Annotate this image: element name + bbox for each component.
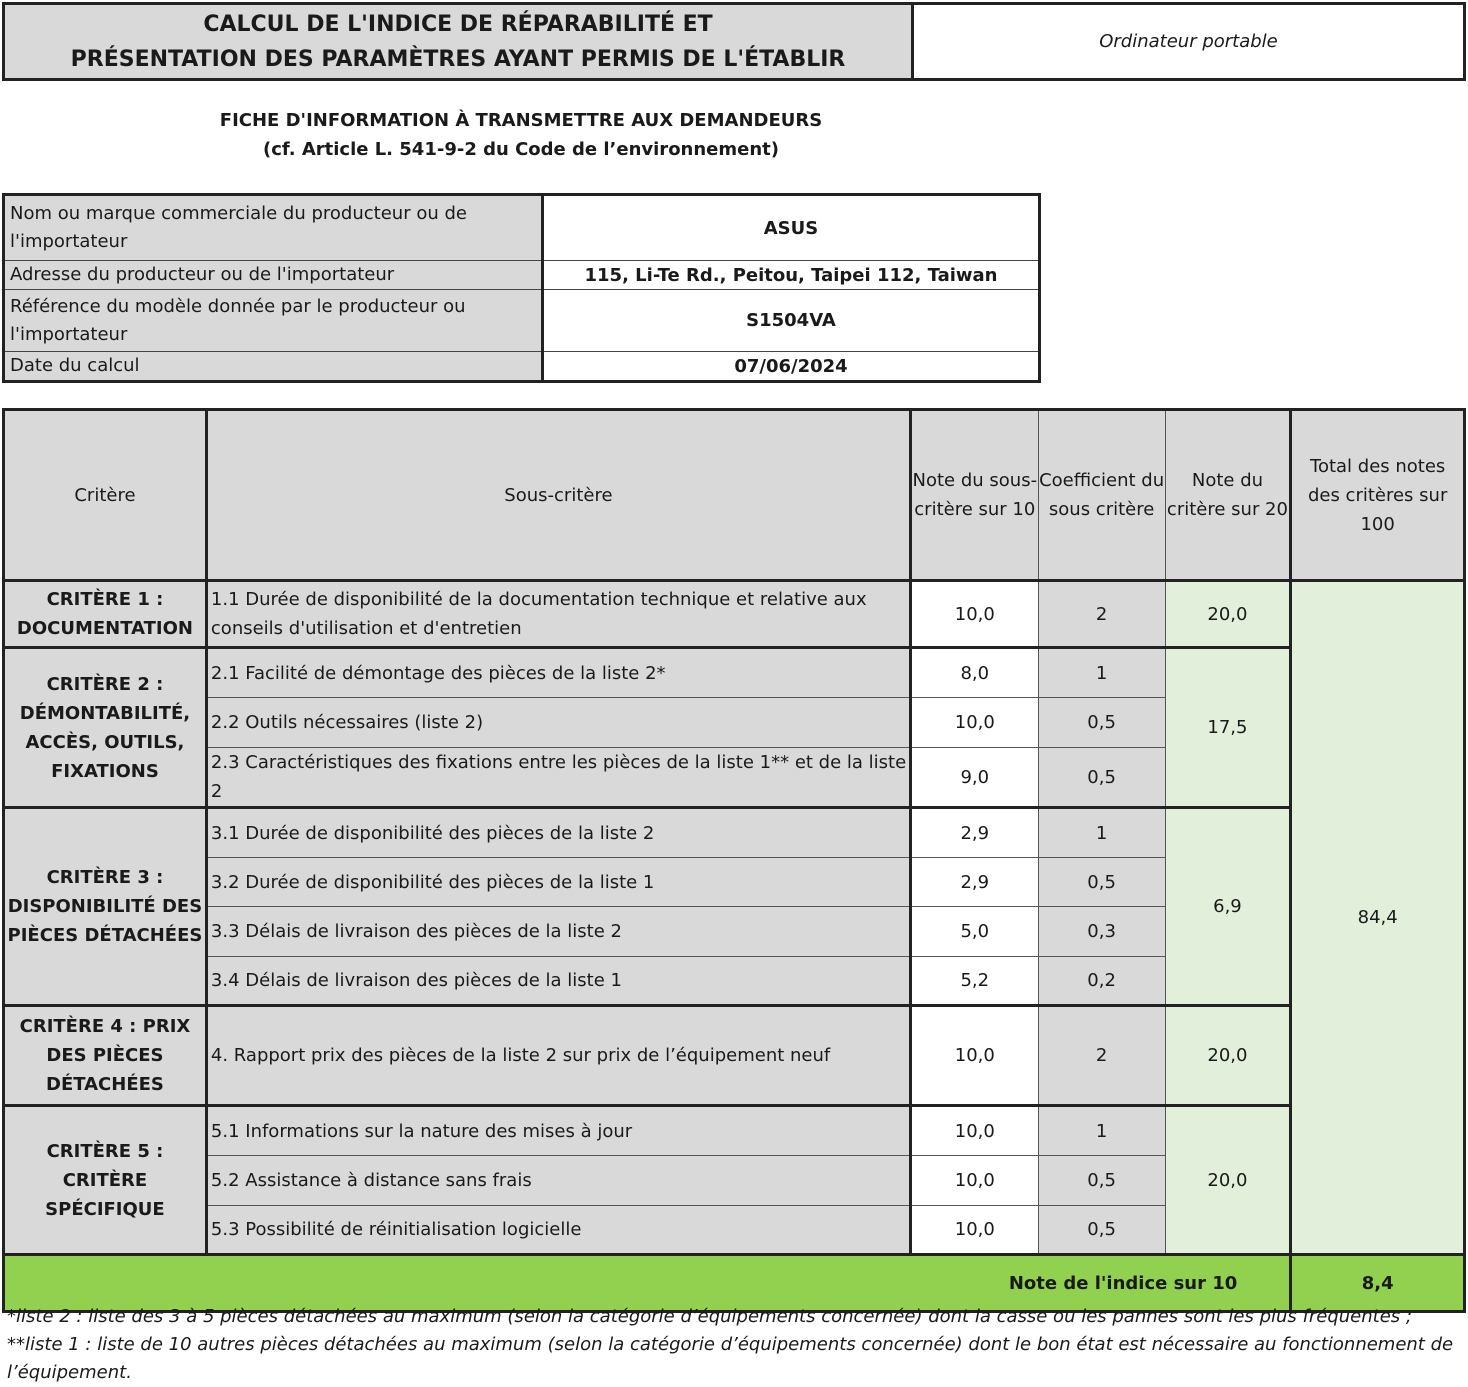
coef-1-1: 2 — [1038, 581, 1165, 648]
coef-5-2: 0,5 — [1038, 1156, 1165, 1206]
criterion-2-name: CRITÈRE 2 : DÉMONTABILITÉ, ACCÈS, OUTILS, FIXATIONS — [4, 648, 207, 808]
coef-5-3: 0,5 — [1038, 1206, 1165, 1255]
footnote-liste-2: *liste 2 : liste des 3 à 5 pièces détachées au maximum (selon la catégorie d’équipements concernée) dont la casse ou les pannes sont les plus fréquentes ; — [7, 1306, 1412, 1327]
note-2-1: 8,0 — [910, 648, 1038, 698]
subheading: FICHE D'INFORMATION À TRANSMETTRE AUX DEMANDEURS (cf. Article L. 541-9-2 du Code de l’environnement) — [219, 110, 823, 160]
col-header-sous-critere: Sous-critère — [206, 410, 910, 581]
subcriterion-3-1: 3.1 Durée de disponibilité des pièces de la liste 2 — [206, 808, 910, 858]
info-label-date: Date du calcul — [4, 352, 543, 382]
note-3-1: 2,9 — [910, 808, 1038, 858]
criterion-1-name: CRITÈRE 1 : DOCUMENTATION — [4, 581, 207, 648]
coef-2-3: 0,5 — [1038, 748, 1165, 808]
col-header-note-sous: Note du sous-critère sur 10 — [910, 410, 1038, 581]
criterion-5-score: 20,0 — [1165, 1106, 1291, 1255]
note-4: 10,0 — [910, 1006, 1038, 1106]
subcriterion-3-2: 3.2 Durée de disponibilité des pièces de la liste 1 — [206, 858, 910, 907]
criterion-3-score: 6,9 — [1165, 808, 1291, 1006]
coef-5-1: 1 — [1038, 1106, 1165, 1156]
criterion-1-score: 20,0 — [1165, 581, 1291, 648]
page-title: CALCUL DE L'INDICE DE RÉPARABILITÉ ET PRÉSENTATION DES PARAMÈTRES AYANT PERMIS DE L'ÉTABLIR — [4, 4, 913, 80]
final-index-value: 8,4 — [1291, 1255, 1465, 1312]
coef-4: 2 — [1038, 1006, 1165, 1106]
criterion-4-name: CRITÈRE 4 : PRIX DES PIÈCES DÉTACHÉES — [4, 1006, 207, 1106]
col-header-total: Total des notes des critères sur 100 — [1291, 410, 1465, 581]
total-score: 84,4 — [1291, 581, 1465, 1255]
col-header-coef: Coefficient du sous critère — [1038, 410, 1165, 581]
criterion-2-score: 17,5 — [1165, 648, 1291, 808]
info-value-model: S1504VA — [543, 290, 1040, 352]
coef-3-1: 1 — [1038, 808, 1165, 858]
note-5-3: 10,0 — [910, 1206, 1038, 1255]
subcriterion-5-2: 5.2 Assistance à distance sans frais — [206, 1156, 910, 1206]
note-5-1: 10,0 — [910, 1106, 1038, 1156]
header-table — [2, 2, 1466, 81]
product-category: Ordinateur portable — [913, 4, 1465, 80]
info-value-address: 115, Li-Te Rd., Peitou, Taipei 112, Taiwan — [543, 261, 1040, 290]
subcriterion-3-4: 3.4 Délais de livraison des pièces de la liste 1 — [206, 957, 910, 1006]
coef-3-4: 0,2 — [1038, 957, 1165, 1006]
subcriterion-4: 4. Rapport prix des pièces de la liste 2 sur prix de l’équipement neuf — [206, 1006, 910, 1106]
note-2-3: 9,0 — [910, 748, 1038, 808]
note-2-2: 10,0 — [910, 698, 1038, 748]
footnotes — [7, 1303, 1457, 1387]
subcriterion-2-3: 2.3 Caractéristiques des fixations entre les pièces de la liste 1** et de la liste 2 — [206, 748, 910, 808]
subcriterion-2-2: 2.2 Outils nécessaires (liste 2) — [206, 698, 910, 748]
subcriterion-3-3: 3.3 Délais de livraison des pièces de la liste 2 — [206, 907, 910, 957]
coef-2-2: 0,5 — [1038, 698, 1165, 748]
subcriterion-1-1: 1.1 Durée de disponibilité de la documentation technique et relative aux conseils d'utilisation et d'entretien — [206, 581, 910, 648]
info-label-address: Adresse du producteur ou de l'importateur — [4, 261, 543, 290]
coef-3-3: 0,3 — [1038, 907, 1165, 957]
coef-2-1: 1 — [1038, 648, 1165, 698]
note-3-2: 2,9 — [910, 858, 1038, 907]
repairability-table — [2, 408, 1466, 1313]
note-3-3: 5,0 — [910, 907, 1038, 957]
info-value-date: 07/06/2024 — [543, 352, 1040, 382]
subcriterion-2-1: 2.1 Facilité de démontage des pièces de la liste 2* — [206, 648, 910, 698]
criterion-4-score: 20,0 — [1165, 1006, 1291, 1106]
criterion-3-name: CRITÈRE 3 : DISPONIBILITÉ DES PIÈCES DÉTACHÉES — [4, 808, 207, 1006]
criterion-5-name: CRITÈRE 5 : CRITÈRE SPÉCIFIQUE — [4, 1106, 207, 1255]
note-3-4: 5,2 — [910, 957, 1038, 1006]
footnote-liste-1: **liste 1 : liste de 10 autres pièces détachées au maximum (selon la catégorie d’équipements concernée) dont le bon état est nécessaire au fonctionnement de l’équipement. — [7, 1334, 1454, 1383]
note-1-1: 10,0 — [910, 581, 1038, 648]
coef-3-2: 0,5 — [1038, 858, 1165, 907]
col-header-note-critere: Note du critère sur 20 — [1165, 410, 1291, 581]
subcriterion-5-1: 5.1 Informations sur la nature des mises à jour — [206, 1106, 910, 1156]
subcriterion-5-3: 5.3 Possibilité de réinitialisation logicielle — [206, 1206, 910, 1255]
final-index-label: Note de l'indice sur 10 — [4, 1255, 1291, 1312]
info-label-brand: Nom ou marque commerciale du producteur ou de l'importateur — [4, 195, 543, 261]
col-header-critere: Critère — [4, 410, 207, 581]
info-label-model: Référence du modèle donnée par le producteur ou l'importateur — [4, 290, 543, 352]
producer-info-table — [2, 193, 1041, 383]
info-value-brand: ASUS — [543, 195, 1040, 261]
note-5-2: 10,0 — [910, 1156, 1038, 1206]
